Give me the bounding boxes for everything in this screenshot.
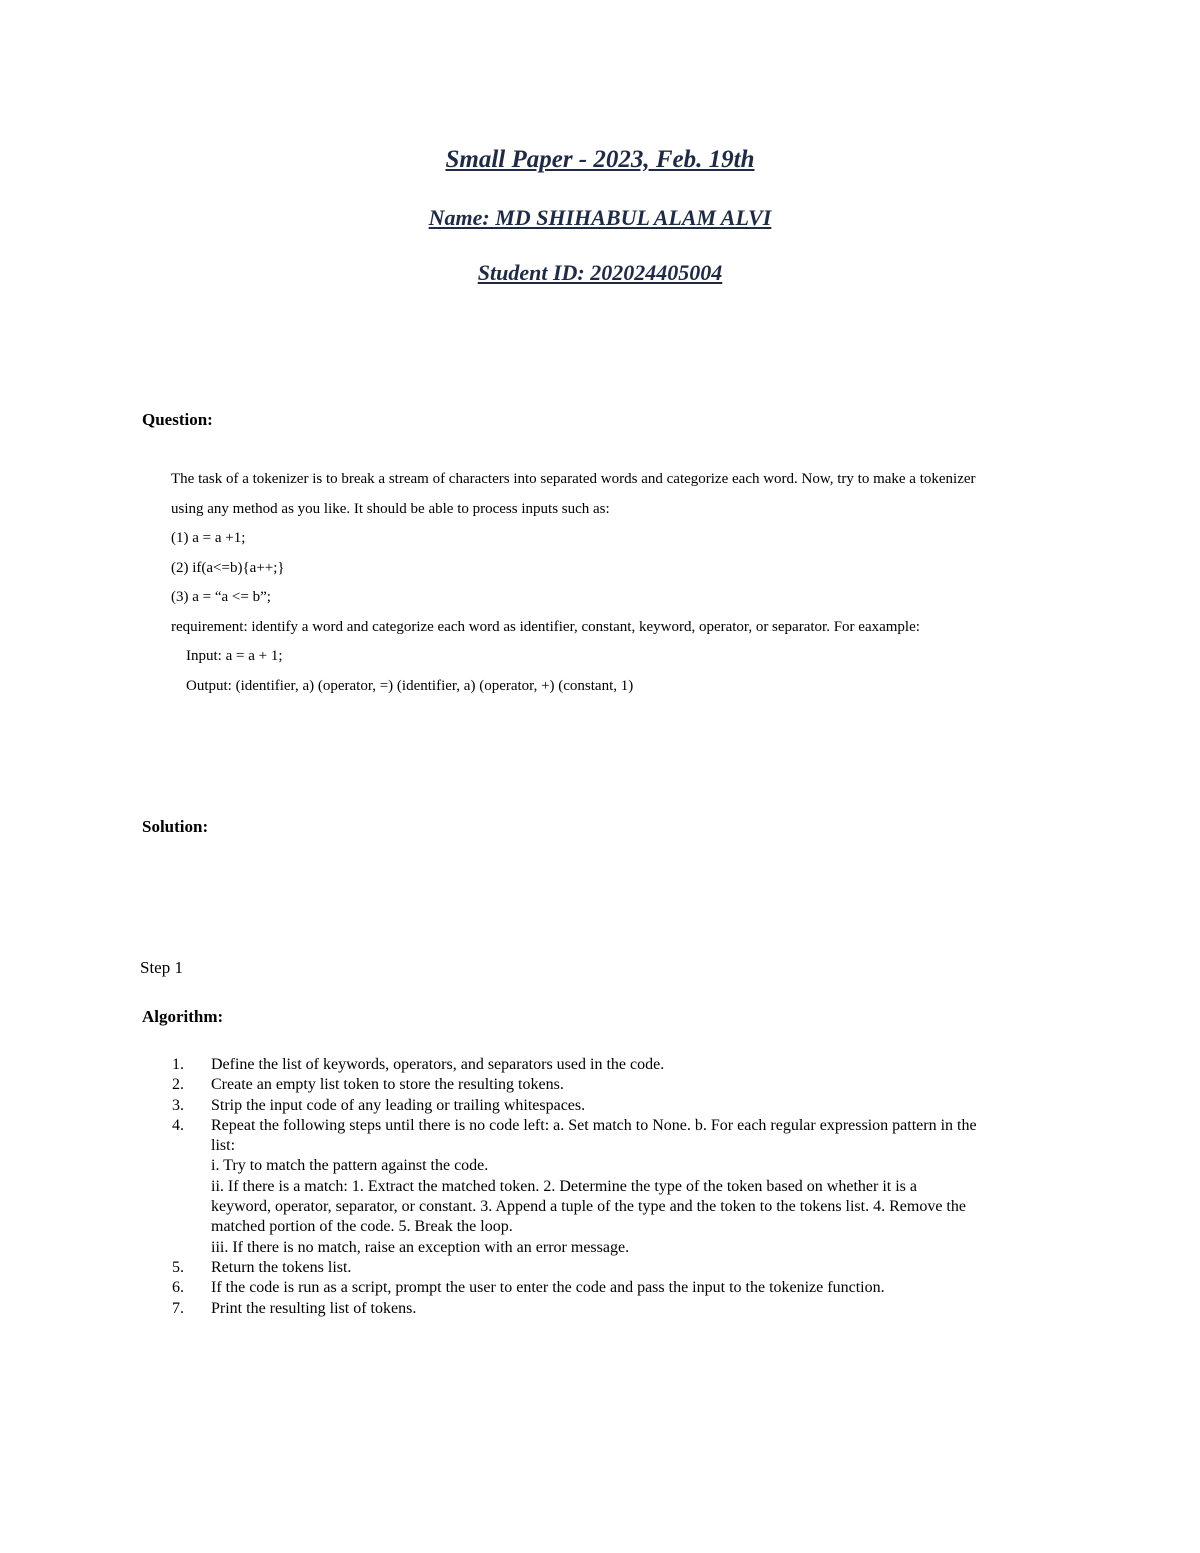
algorithm-step — [172, 1299, 1052, 1319]
step-number: 7. — [172, 1299, 184, 1317]
step-number: 5. — [172, 1258, 184, 1276]
step-number: 6. — [172, 1279, 184, 1297]
question-example-2: (2) if(a<=b){a++;} — [171, 559, 285, 576]
student-name: Name: MD SHIHABUL ALAM ALVI — [428, 205, 772, 230]
step-text: If the code is run as a script, prompt the user to enter the code and pass the input to the tokenize function. — [211, 1279, 885, 1297]
question-requirement: requirement: identify a word and categorize each word as identifier, constant, keyword, operator, or separator. For eaxample: — [171, 618, 920, 635]
algorithm-step — [172, 1096, 1052, 1116]
substep-text: ii. If there is a match: 1. Extract the matched token. 2. Determine the type of the token based on whether it is a — [211, 1177, 917, 1195]
question-example-1: (1) a = a +1; — [171, 530, 246, 546]
step-number: 3. — [172, 1096, 184, 1114]
solution-heading: Solution: — [142, 817, 209, 836]
step-text: list: — [211, 1137, 236, 1155]
step-text: Repeat the following steps until there is no code left: a. Set match to None. b. For each regular expression pattern in the — [211, 1116, 977, 1134]
step-number: 2. — [172, 1076, 184, 1094]
question-line: using any method as you like. It should be able to process inputs such as: — [171, 500, 610, 517]
step-text: Strip the input code of any leading or trailing whitespaces. — [211, 1096, 586, 1114]
question-example-3: (3) a = “a <= b”; — [171, 589, 271, 605]
student-id: Student ID: 202024405004 — [477, 260, 723, 285]
substep-text: iii. If there is no match, raise an exception with an error message. — [211, 1238, 630, 1256]
step-text: Print the resulting list of tokens. — [211, 1299, 417, 1317]
step-label: Step 1 — [140, 958, 183, 977]
step-text: Define the list of keywords, operators, and separators used in the code. — [211, 1056, 665, 1073]
question-heading: Question: — [142, 410, 213, 429]
question-line: The task of a tokenizer is to break a stream of characters into separated words and categorize each word. Now, try to make a tokenizer — [171, 471, 976, 487]
algorithm-heading: Algorithm: — [142, 1007, 224, 1026]
algorithm-step — [172, 1258, 1052, 1278]
example-output: Output: (identifier, a) (operator, =) (identifier, a) (operator, +) (constant, 1) — [186, 677, 634, 694]
question-body — [171, 465, 1071, 701]
document-title: Small Paper - 2023, Feb. 19th — [445, 146, 755, 173]
algorithm-list — [172, 1055, 1052, 1319]
algorithm-step — [172, 1055, 1052, 1075]
algorithm-step — [172, 1116, 1052, 1258]
step-text: Create an empty list token to store the resulting tokens. — [211, 1076, 564, 1094]
step-number: 1. — [172, 1056, 184, 1073]
algorithm-step — [172, 1278, 1052, 1298]
step-number: 4. — [172, 1116, 184, 1134]
algorithm-step — [172, 1075, 1052, 1095]
substep-text: matched portion of the code. 5. Break the loop. — [211, 1218, 513, 1236]
substep-text: keyword, operator, separator, or constant. 3. Append a tuple of the type and the token to the tokens list. 4. Remove the — [211, 1198, 966, 1216]
example-input: Input: a = a + 1; — [186, 648, 283, 664]
step-text: Return the tokens list. — [211, 1258, 352, 1276]
substep-text: i. Try to match the pattern against the code. — [211, 1157, 489, 1175]
